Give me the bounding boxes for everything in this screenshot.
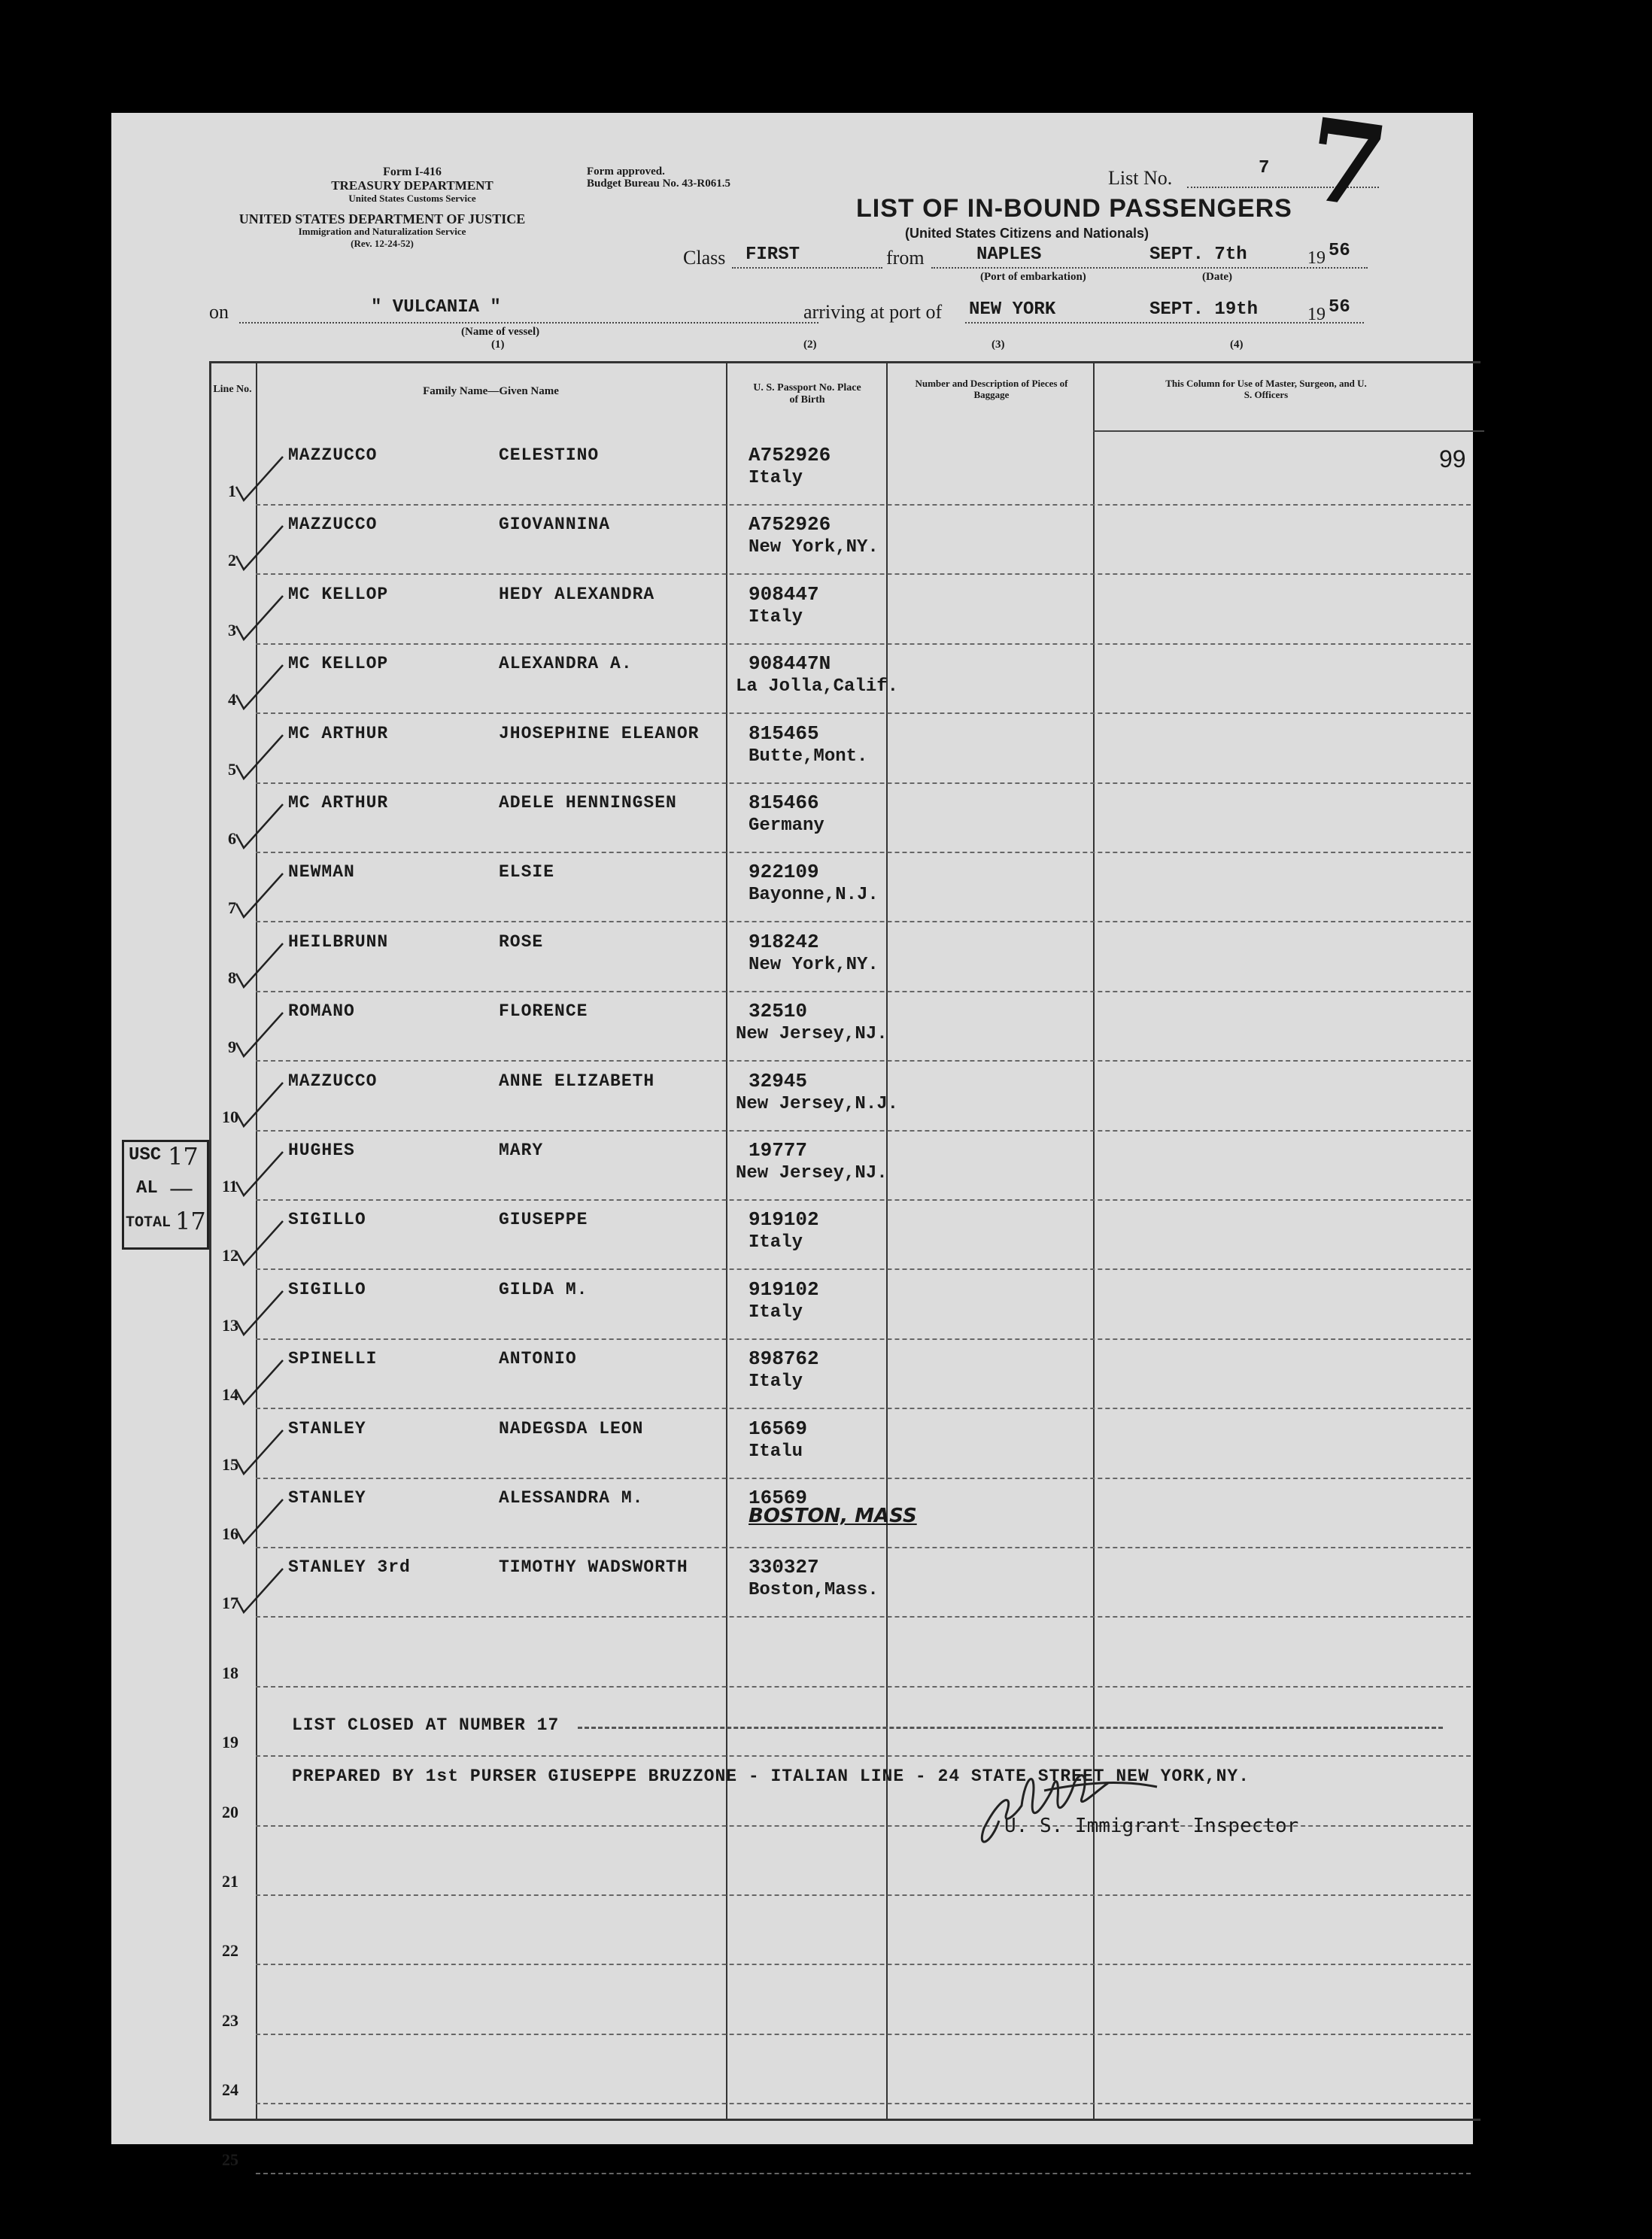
- table-border-left: [209, 361, 211, 2119]
- family-name: SIGILLO: [288, 1279, 366, 1299]
- passport-number: 32510: [749, 1000, 808, 1023]
- place-of-birth: Italy: [749, 468, 803, 488]
- arrival-year: 56: [1329, 297, 1350, 317]
- stamp-usc-label: USC: [129, 1145, 162, 1165]
- check-mark-icon: [230, 1492, 290, 1552]
- from-label: from: [886, 247, 925, 269]
- from-value: NAPLES: [976, 245, 1042, 265]
- family-name: STANLEY 3rd: [288, 1557, 411, 1578]
- customs-service: United States Customs Service: [348, 193, 476, 204]
- family-name: STANLEY: [288, 1418, 366, 1438]
- check-mark-icon: [230, 728, 290, 788]
- embark-date: SEPT. 7th: [1149, 245, 1247, 265]
- stamp-total-value: 17: [175, 1207, 206, 1235]
- place-of-birth: New Jersey,NJ.: [736, 1024, 888, 1045]
- place-of-birth: Italy: [749, 1372, 803, 1393]
- arrival-date: SEPT. 19th: [1149, 299, 1259, 320]
- line-number: 25: [222, 2149, 238, 2169]
- table-border-bottom: [209, 2119, 1480, 2121]
- justice-dept: UNITED STATES DEPARTMENT OF JUSTICE: [238, 211, 526, 226]
- check-mark-icon: [230, 449, 290, 509]
- list-no-value: 7: [1259, 158, 1270, 178]
- line-number: 10: [222, 1107, 238, 1126]
- tally-stamp: [122, 1140, 209, 1250]
- given-name: TIMOTHY WADSWORTH: [499, 1557, 688, 1578]
- place-of-birth: Italy: [749, 606, 803, 627]
- passport-number: 19777: [749, 1139, 808, 1162]
- row-rule: [256, 1408, 1471, 1409]
- passport-number: A752926: [749, 444, 831, 466]
- col-divider-name: [726, 361, 727, 2119]
- col-header-name: Family Name—Given Name: [423, 385, 559, 397]
- row-rule: [256, 1964, 1471, 1965]
- line-number: 15: [222, 1454, 238, 1474]
- family-name: ROMANO: [288, 1001, 355, 1022]
- given-name: ALEXANDRA A.: [499, 654, 633, 674]
- place-of-birth: New York,NY.: [749, 537, 879, 558]
- line-number: 4: [228, 690, 236, 709]
- officer-mark: 99: [1439, 445, 1466, 472]
- check-mark-icon: [230, 1284, 290, 1344]
- place-of-birth: New York,NY.: [749, 954, 879, 975]
- vessel-name: " VULCANIA ": [371, 297, 501, 317]
- col-header-passport: U. S. Passport No. Place of Birth: [753, 382, 861, 406]
- given-name: CELESTINO: [499, 445, 600, 465]
- row-rule: [256, 1268, 1471, 1270]
- passport-number: 919102: [749, 1277, 819, 1301]
- port-embark-caption: (Port of embarkation): [980, 271, 1086, 283]
- check-mark-icon: [230, 1214, 290, 1274]
- place-of-birth: New Jersey,N.J.: [736, 1093, 899, 1114]
- inspector-caption: U. S. Immigrant Inspector: [1004, 1815, 1299, 1837]
- line-number: 9: [228, 1037, 236, 1057]
- list-no-label: List No.: [1108, 167, 1173, 189]
- line-number: 5: [228, 759, 236, 779]
- given-name: MARY: [499, 1141, 544, 1160]
- given-name: GIOVANNINA: [499, 515, 611, 535]
- passport-number: 16569: [749, 1487, 808, 1509]
- check-mark-icon: [230, 1561, 290, 1621]
- passport-number: A752926: [749, 513, 831, 536]
- stamp-total-label: TOTAL: [126, 1214, 172, 1232]
- row-rule: [256, 2173, 1471, 2174]
- passenger-table: [209, 361, 1488, 2169]
- stamp-al-label: AL: [136, 1178, 158, 1198]
- family-name: MAZZUCCO: [288, 515, 378, 535]
- check-mark-icon: [230, 1144, 290, 1205]
- embark-year-prefix: 19: [1307, 248, 1326, 268]
- given-name: FLORENCE: [499, 1001, 588, 1022]
- page-subtitle: (United States Citizens and Nationals): [905, 226, 1149, 241]
- line-number: 6: [228, 829, 236, 848]
- arrival-year-prefix: 19: [1307, 305, 1326, 324]
- family-name: HEILBRUNN: [288, 931, 389, 952]
- place-of-birth: Bayonne,N.J.: [749, 885, 879, 906]
- line-number: 2: [228, 551, 236, 570]
- line-number: 23: [222, 2010, 238, 2030]
- stamp-usc-value: 17: [168, 1142, 199, 1171]
- arriving-label: arriving at port of: [803, 301, 943, 323]
- stamp-al-value: —: [169, 1174, 193, 1202]
- closed-dash-line: [578, 1727, 1443, 1729]
- family-name: MC KELLOP: [288, 654, 389, 674]
- row-rule: [256, 991, 1471, 992]
- given-name: GIUSEPPE: [499, 1210, 588, 1230]
- family-name: STANLEY: [288, 1488, 366, 1508]
- family-name: MC ARTHUR: [288, 793, 389, 813]
- place-of-birth: BOSTON, MASS: [749, 1505, 917, 1527]
- check-mark-icon: [230, 1423, 290, 1483]
- line-number: 13: [222, 1315, 238, 1335]
- officers-header-rule: [1093, 430, 1484, 432]
- given-name: GILDA M.: [499, 1279, 588, 1299]
- check-mark-icon: [230, 1005, 290, 1065]
- row-rule: [256, 1755, 1471, 1757]
- revision: (Rev. 12-24-52): [351, 238, 414, 249]
- col4-caption: (4): [1230, 339, 1244, 351]
- place-of-birth: Butte,Mont.: [749, 746, 868, 767]
- check-mark-icon: [230, 797, 290, 857]
- row-rule: [256, 1894, 1471, 1896]
- passport-number: 898762: [749, 1347, 819, 1371]
- col3-caption: (3): [992, 339, 1005, 351]
- on-label: on: [209, 301, 229, 323]
- col1-caption: (1): [491, 339, 505, 351]
- line-number: 17: [222, 1593, 238, 1613]
- given-name: ELSIE: [499, 862, 555, 883]
- inspector-signature: [969, 1745, 1195, 1858]
- row-rule: [256, 712, 1471, 714]
- class-label: Class: [683, 247, 726, 269]
- line-number: 16: [222, 1524, 238, 1543]
- col2-caption: (2): [803, 339, 817, 351]
- line-number: 8: [228, 968, 236, 987]
- passport-number: 908447N: [749, 652, 831, 676]
- class-value: FIRST: [746, 245, 800, 265]
- row-rule: [256, 1547, 1471, 1548]
- check-mark-icon: [230, 866, 290, 926]
- passport-number: 815465: [749, 722, 819, 745]
- place-of-birth: Italu: [749, 1441, 803, 1462]
- from-line: [931, 267, 1368, 269]
- line-number: 12: [222, 1246, 238, 1265]
- date-caption: (Date): [1202, 271, 1232, 283]
- row-rule: [256, 573, 1471, 575]
- row-rule: [256, 643, 1471, 645]
- line-number: 1: [228, 482, 236, 500]
- line-number: 14: [222, 1385, 238, 1405]
- given-name: NADEGSDA LEON: [499, 1418, 644, 1438]
- family-name: SIGILLO: [288, 1210, 366, 1230]
- line-number: 22: [222, 1941, 238, 1961]
- row-rule: [256, 2103, 1471, 2104]
- check-mark-icon: [230, 658, 290, 718]
- check-mark-icon: [230, 936, 290, 996]
- given-name: JHOSEPHINE ELEANOR: [499, 723, 700, 743]
- handwritten-list-no: 7: [1298, 93, 1395, 235]
- family-name: NEWMAN: [288, 862, 355, 883]
- place-of-birth: La Jolla,Calif.: [736, 676, 899, 697]
- passport-number: 16569: [749, 1417, 808, 1440]
- class-line: [732, 267, 882, 269]
- place-of-birth: Italy: [749, 1302, 803, 1323]
- check-mark-icon: [230, 518, 290, 579]
- place-of-birth: Boston,Mass.: [749, 1580, 879, 1601]
- row-rule: [256, 1686, 1471, 1688]
- given-name: HEDY ALEXANDRA: [499, 584, 655, 604]
- check-mark-icon: [230, 1075, 290, 1135]
- given-name: ALESSANDRA M.: [499, 1488, 644, 1508]
- form-approved: Form approved.: [587, 166, 665, 178]
- manifest-page: [111, 93, 1473, 2169]
- family-name: HUGHES: [288, 1141, 355, 1160]
- ins-service: Immigration and Naturalization Service: [298, 226, 466, 237]
- place-of-birth: Italy: [749, 1232, 803, 1253]
- family-name: SPINELLI: [288, 1349, 378, 1369]
- arrival-port: NEW YORK: [969, 299, 1056, 320]
- col-divider-passport: [886, 361, 888, 2119]
- row-rule: [256, 1616, 1471, 1618]
- row-rule: [256, 852, 1471, 853]
- line-number: 21: [222, 1872, 238, 1891]
- given-name: ROSE: [499, 931, 544, 952]
- row-rule: [256, 504, 1471, 506]
- check-mark-icon: [230, 1353, 290, 1413]
- given-name: ANTONIO: [499, 1349, 577, 1369]
- table-border-top: [209, 361, 1480, 363]
- given-name: ADELE HENNINGSEN: [499, 793, 677, 813]
- row-rule: [256, 1060, 1471, 1062]
- budget-bureau: Budget Bureau No. 43-R061.5: [587, 178, 730, 190]
- prepared-by-text: PREPARED BY 1st PURSER GIUSEPPE BRUZZONE - ITALIAN LINE - 24 STATE STREET NEW YORK,NY.: [292, 1767, 1250, 1786]
- treasury-dept: TREASURY DEPARTMENT: [331, 178, 493, 193]
- line-number: 20: [222, 1802, 238, 1821]
- family-name: MC ARTHUR: [288, 723, 389, 743]
- family-name: MC KELLOP: [288, 584, 389, 604]
- line-number: 7: [228, 898, 236, 918]
- vessel-caption: (Name of vessel): [461, 326, 540, 338]
- line-number: 18: [222, 1663, 238, 1682]
- line-number: 3: [228, 620, 236, 639]
- line-number: 19: [222, 1733, 238, 1752]
- place-of-birth: New Jersey,NJ.: [736, 1163, 888, 1183]
- passport-number: 922109: [749, 861, 819, 884]
- row-rule: [256, 1199, 1471, 1201]
- family-name: MAZZUCCO: [288, 445, 378, 465]
- passport-number: 815466: [749, 791, 819, 814]
- place-of-birth: Germany: [749, 816, 824, 836]
- row-rule: [256, 921, 1471, 922]
- row-rule: [256, 1130, 1471, 1132]
- passport-number: 330327: [749, 1556, 819, 1579]
- line-number: 11: [222, 1177, 238, 1195]
- row-rule: [256, 782, 1471, 784]
- form-number: Form I-416: [383, 166, 442, 178]
- check-mark-icon: [230, 588, 290, 649]
- passport-number: 919102: [749, 1208, 819, 1232]
- col-header-officers: This Column for Use of Master, Surgeon, and U. S. Officers: [1165, 378, 1367, 400]
- row-rule: [256, 1478, 1471, 1479]
- col-header-line-no: Line No.: [213, 384, 252, 395]
- row-rule: [256, 1338, 1471, 1340]
- list-closed-text: LIST CLOSED AT NUMBER 17: [292, 1715, 560, 1735]
- col-header-baggage: Number and Description of Pieces of Baggage: [915, 378, 1068, 400]
- line-number: 24: [222, 2080, 238, 2100]
- passport-number: 32945: [749, 1069, 808, 1092]
- page-title: LIST OF IN-BOUND PASSENGERS: [856, 194, 1292, 223]
- vessel-line: [239, 322, 818, 324]
- row-rule: [256, 2034, 1471, 2035]
- given-name: ANNE ELIZABETH: [499, 1071, 655, 1091]
- family-name: MAZZUCCO: [288, 1071, 378, 1091]
- arrival-line: [965, 322, 1364, 324]
- embark-year: 56: [1329, 241, 1350, 261]
- passport-number: 908447: [749, 582, 819, 606]
- passport-number: 918242: [749, 930, 819, 953]
